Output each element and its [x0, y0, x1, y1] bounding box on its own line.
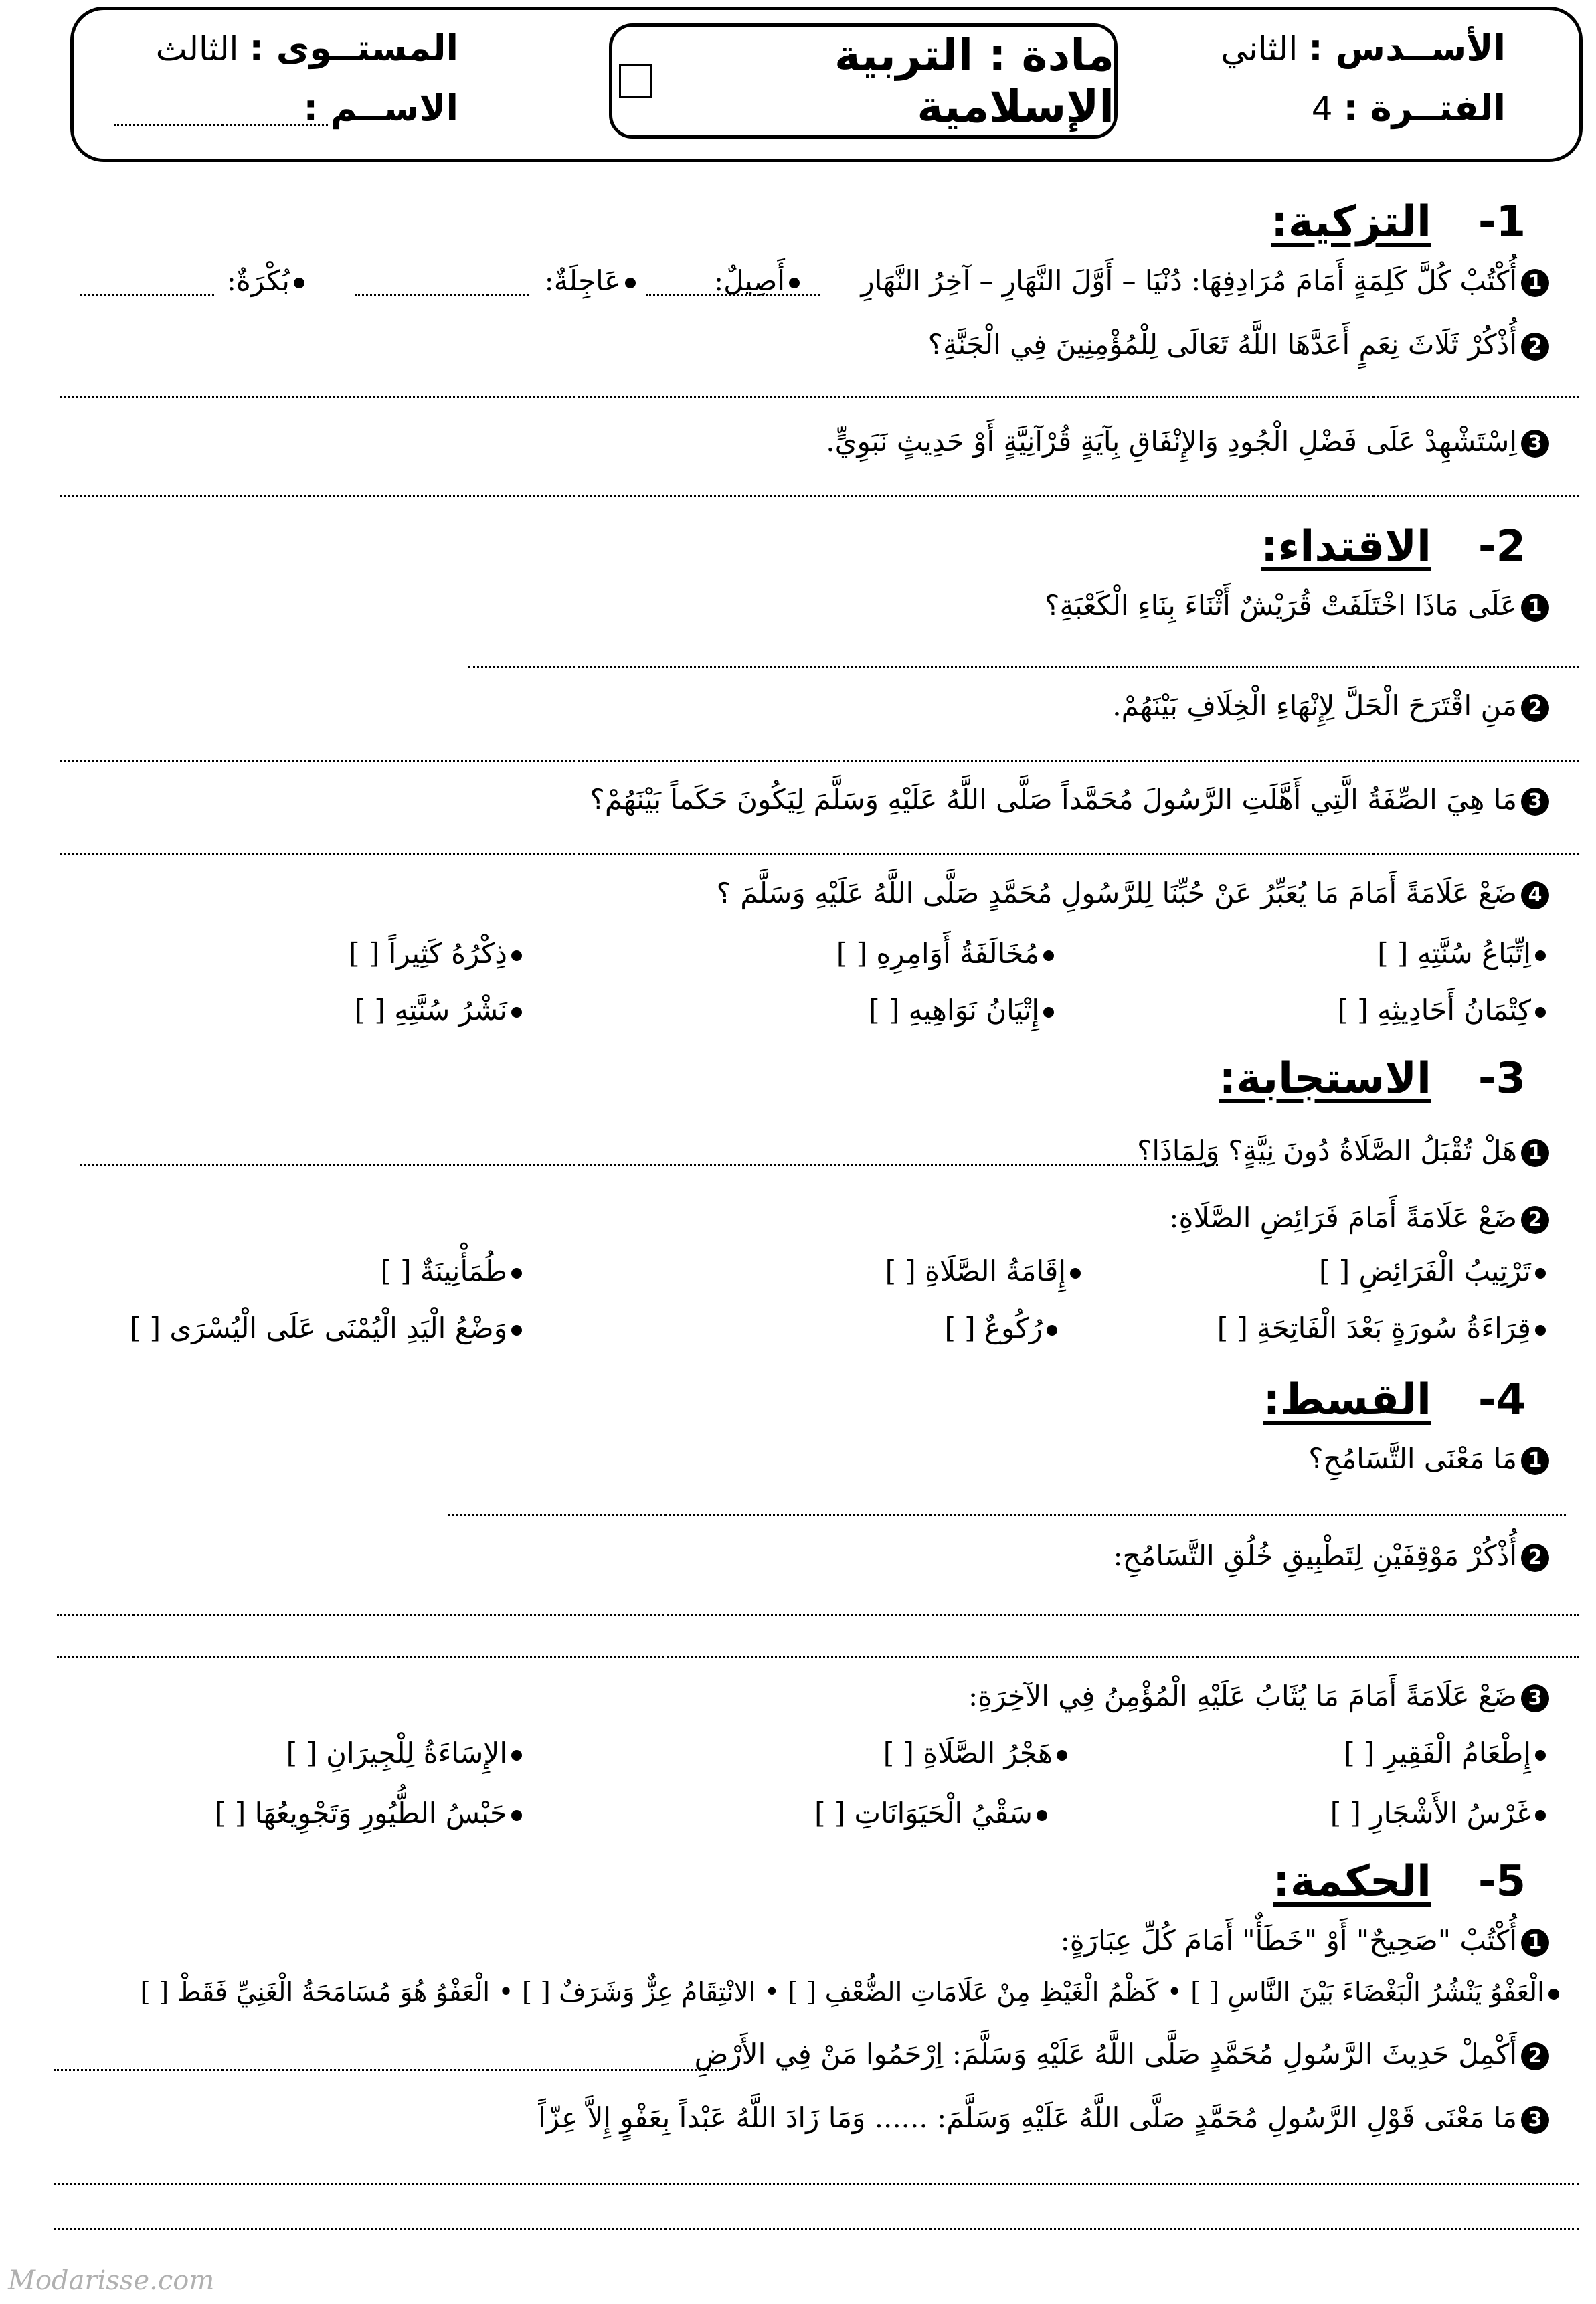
- question-text: مَا مَعْنَى قَوْلِ الرَّسُولِ مُحَمَّدٍ صَلَّى اللَّهُ عَلَيْهِ وَسَلَّمَ: ...... وَمَا زَادَ اللَّهُ عَبْداً بِعَفْوٍ إِلاَّ عِزّاً: [538, 2101, 1517, 2134]
- section-number: 1-: [1478, 197, 1526, 247]
- bullet-icon: [511, 950, 522, 961]
- s2-option[interactable]: [1338, 994, 1546, 1027]
- answer-line[interactable]: [80, 294, 214, 296]
- s1-item-3: [227, 264, 304, 297]
- option-label: هَجْرُ الصَّلَاةِ [ ]: [883, 1737, 1053, 1769]
- s2-option[interactable]: [836, 937, 1054, 970]
- s3-option[interactable]: [380, 1255, 522, 1288]
- period-label: الفتــرة :: [1343, 87, 1506, 129]
- option-label: سَقْيُ الْحَيَوَانَاتِ [ ]: [814, 1797, 1033, 1830]
- answer-line[interactable]: [646, 294, 820, 296]
- question-text: أُذْكُرْ ثَلَاثَ نِعَمٍ أَعَدَّهَا اللَّهُ تَعَالَى لِلْمُؤْمِنِينَ فِي الْجَنَّةِ؟: [927, 328, 1517, 361]
- answer-line[interactable]: [54, 2183, 1579, 2185]
- question-text: مَا مَعْنَى التَّسَامُحِ؟: [1308, 1442, 1517, 1475]
- option-label: إِطْعَامُ الْفَقِيرِ [ ]: [1344, 1737, 1531, 1769]
- circled-number: 3: [1521, 1684, 1549, 1712]
- s3-option[interactable]: [130, 1312, 522, 1344]
- bullet-icon: [294, 278, 304, 288]
- circled-number: 1: [1521, 269, 1549, 297]
- s4-question-2: [1114, 1539, 1549, 1572]
- section-title: الاقتداء:: [1261, 522, 1431, 571]
- period-row: [1312, 87, 1506, 129]
- circled-number: 3: [1521, 430, 1549, 458]
- question-text: مَا هِيَ الصِّفَةُ الَّتِي أَهَّلَتِ الرَّسُولَ مُحَمَّداً صَلَّى اللَّهُ عَلَيْهِ وَسَلَّمَ لِيَكُونَ حَكَماً بَيْنَهُمْ؟: [590, 783, 1517, 816]
- level-row: [1221, 27, 1506, 69]
- subject-box: [609, 23, 1118, 139]
- s2-question-4: [717, 877, 1549, 909]
- option-label: مُخَالَفَةُ أَوَامِرِهِ [ ]: [836, 937, 1039, 970]
- answer-line[interactable]: [80, 1164, 1218, 1166]
- bullet-icon: [511, 1268, 522, 1279]
- bullet-icon: [1043, 1007, 1054, 1018]
- section-3-heading: [1219, 1054, 1526, 1103]
- answer-line[interactable]: [57, 1656, 1579, 1658]
- answer-line[interactable]: [60, 853, 1579, 855]
- option-label: الإِسَاءَةُ لِلْجِيرَانِ [ ]: [286, 1737, 507, 1769]
- answer-line[interactable]: [60, 760, 1579, 762]
- answer-line[interactable]: [468, 666, 1579, 668]
- answer-line[interactable]: [60, 495, 1579, 497]
- section-number: 4-: [1478, 1375, 1526, 1425]
- s4-question-1: [1308, 1442, 1549, 1475]
- item-label: أَصِيلٌ:: [714, 264, 785, 297]
- bullet-icon: [1535, 1810, 1546, 1821]
- section-4-heading: [1263, 1375, 1526, 1425]
- s5-statements[interactable]: [140, 1977, 1559, 2008]
- option-label: قِرَاءَةُ سُورَةٍ بَعْدَ الْفَاتِحَةِ [ ]: [1217, 1312, 1531, 1344]
- s2-option[interactable]: [349, 937, 522, 970]
- question-text: أُذْكُرْ مَوْقِفَيْنِ لِتَطْبِيقِ خُلُقِ التَّسَامُحِ:: [1113, 1539, 1517, 1572]
- item-label: عَاجِلَةٌ:: [544, 264, 621, 297]
- s1-item-1: [714, 264, 800, 297]
- s2-question-2: [1112, 689, 1549, 722]
- s4-option[interactable]: [1330, 1797, 1546, 1830]
- s4-option[interactable]: [215, 1797, 522, 1830]
- level-label: الأســدس :: [1308, 27, 1506, 69]
- s2-question-3: [590, 783, 1549, 816]
- option-label: ذِكْرُهُ كَثِيراً [ ]: [349, 937, 507, 970]
- bullet-icon: [1548, 1989, 1559, 2000]
- s4-option[interactable]: [814, 1797, 1047, 1830]
- bullet-icon: [1057, 1750, 1067, 1761]
- s2-option[interactable]: [869, 994, 1054, 1027]
- circled-number: 2: [1521, 1206, 1549, 1234]
- bullet-icon: [511, 1750, 522, 1761]
- option-label: كِتْمَانُ أَحَادِيثِهِ [ ]: [1337, 994, 1531, 1027]
- question-text: أَكْمِلْ حَدِيثَ الرَّسُولِ مُحَمَّدٍ صَلَّى اللَّهُ عَلَيْهِ وَسَلَّمَ: اِرْحَمُوا مَنْ فِي الأَرْضِ: [694, 2038, 1517, 2070]
- circled-number: 2: [1521, 1544, 1549, 1572]
- bullet-icon: [511, 1325, 522, 1336]
- bullet-icon: [1047, 1325, 1057, 1336]
- circled-number: 1: [1521, 1929, 1549, 1957]
- option-label: غَرْسُ الأَشْجَارِ [ ]: [1330, 1797, 1531, 1830]
- option-label: وَضْعُ الْيَدِ الْيُمْنَى عَلَى الْيُسْرَى [ ]: [129, 1312, 507, 1344]
- section-title: الحكمة:: [1273, 1857, 1431, 1907]
- s4-option[interactable]: [883, 1737, 1067, 1769]
- section-number: 5-: [1478, 1857, 1526, 1907]
- s5-question-2: [695, 2038, 1549, 2070]
- s1-item-2: [545, 264, 636, 297]
- circled-number: 1: [1521, 1447, 1549, 1475]
- bullet-icon: [511, 1810, 522, 1821]
- circled-number: 3: [1521, 788, 1549, 816]
- answer-line[interactable]: [355, 294, 529, 296]
- bullet-icon: [1535, 1750, 1546, 1761]
- s4-question-3: [968, 1680, 1549, 1712]
- name-row: [304, 87, 458, 129]
- grade-row: [156, 27, 458, 69]
- level-value: الثاني: [1221, 29, 1298, 68]
- s3-option[interactable]: [885, 1255, 1081, 1288]
- grade-label: المستــوى :: [249, 27, 458, 69]
- question-text: ضَعْ عَلَامَةً أَمَامَ فَرَائِضِ الصَّلَاةِ:: [1169, 1201, 1517, 1234]
- section-1-heading: [1271, 197, 1526, 247]
- circled-number: 2: [1521, 2042, 1549, 2070]
- circled-number: 2: [1521, 694, 1549, 722]
- bullet-icon: [1037, 1810, 1047, 1821]
- s1-question-2: [928, 328, 1549, 361]
- s4-option[interactable]: [1344, 1737, 1546, 1769]
- bullet-icon: [789, 278, 800, 288]
- watermark: Modarisse.com: [8, 2265, 215, 2296]
- section-title: التزكية:: [1271, 197, 1431, 247]
- answer-line[interactable]: [54, 2069, 729, 2071]
- question-text: أُكْتُبْ كُلَّ كَلِمَةٍ أَمَامَ مُرَادِفِهَا: دُنْيَا – أَوَّلَ النَّهَارِ – آخِرُ النَّهَارِ: [861, 264, 1517, 297]
- section-5-heading: [1273, 1857, 1526, 1907]
- s3-option[interactable]: [1319, 1255, 1546, 1288]
- subject-title: مادة : التربية الإسلامية: [834, 29, 1114, 132]
- section-title: الاستجابة:: [1219, 1054, 1431, 1103]
- bullet-icon: [1043, 950, 1054, 961]
- bullet-icon: [1535, 1268, 1546, 1279]
- bullet-icon: [1535, 1007, 1546, 1018]
- answer-line[interactable]: [54, 2228, 1579, 2230]
- subject-checkbox-icon: [619, 64, 652, 98]
- circled-number: 1: [1521, 594, 1549, 622]
- circled-number: 4: [1521, 881, 1549, 909]
- statement-line: الْعَفْوُ يَنْشُرُ الْبَغْضَاءَ بَيْنَ النَّاسِ [ ] • كَظْمُ الْغَيْظِ مِنْ عَلَامَاتِ الضُّعْفِ [ ] • الانْتِقَامُ عِزٌّ وَشَرَفٌ [ ] • الْعَفْوُ هُوَ مُسَامَحَةُ الْغَنِيِّ فَقَطْ [ ]: [140, 1977, 1544, 2008]
- item-label: بُكْرَةٌ:: [226, 264, 290, 297]
- question-text: ضَعْ عَلَامَةً أَمَامَ مَا يُثَابُ عَلَيْهِ الْمُؤْمِنُ فِي الآخِرَةِ:: [968, 1680, 1517, 1712]
- section-title: القسط:: [1263, 1375, 1431, 1425]
- section-number: 2-: [1478, 522, 1526, 571]
- period-value: 4: [1311, 90, 1333, 128]
- s3-option[interactable]: [944, 1312, 1057, 1344]
- grade-value: الثالث: [155, 29, 239, 68]
- option-label: إِقَامَةُ الصَّلَاةِ [ ]: [885, 1255, 1066, 1288]
- circled-number: 1: [1521, 1139, 1549, 1167]
- circled-number: 2: [1521, 333, 1549, 361]
- option-label: إِتْيَانُ نَوَاهِيهِ [ ]: [869, 994, 1039, 1027]
- bullet-icon: [1535, 1325, 1546, 1336]
- option-label: تَرْتِيبُ الْفَرَائِضِ [ ]: [1319, 1255, 1531, 1288]
- section-2-heading: [1261, 522, 1526, 571]
- s2-option[interactable]: [355, 994, 522, 1027]
- s1-question-3: [826, 425, 1549, 458]
- bullet-icon: [511, 1007, 522, 1018]
- bullet-icon: [1535, 950, 1546, 961]
- question-text: عَلَى مَاذَا اخْتَلَفَتْ قُرَيْشٌ أَثْنَاءَ بِنَاءِ الْكَعْبَةِ؟: [1045, 589, 1517, 622]
- option-label: نَشْرُ سُنَّتِهِ [ ]: [354, 994, 507, 1027]
- s3-question-2: [1169, 1201, 1549, 1234]
- s5-question-3: [538, 2101, 1549, 2134]
- question-text: هَلْ تُقْبَلُ الصَّلَاةُ دُونَ نِيَّةٍ؟ وَلِمَاذَا؟: [1137, 1134, 1517, 1167]
- option-label: اِتِّبَاعُ سُنَّتِهِ [ ]: [1377, 937, 1531, 970]
- question-text: ضَعْ عَلَامَةً أَمَامَ مَا يُعَبِّرُ عَنْ حُبِّنَا لِلرَّسُولِ مُحَمَّدٍ صَلَّى اللَّهُ عَلَيْهِ وَسَلَّمَ ؟: [716, 877, 1517, 909]
- s1-question-1: [861, 264, 1549, 297]
- s3-option[interactable]: [1217, 1312, 1546, 1344]
- answer-line[interactable]: [60, 396, 1579, 398]
- s4-option[interactable]: [286, 1737, 522, 1769]
- circled-number: 3: [1521, 2106, 1549, 2134]
- bullet-icon: [625, 278, 636, 288]
- s2-question-1: [1045, 589, 1549, 622]
- bullet-icon: [1070, 1268, 1081, 1279]
- section-number: 3-: [1478, 1054, 1526, 1103]
- s3-question-1: [1137, 1134, 1549, 1167]
- option-label: طُمَأْنِينَةٌ [ ]: [380, 1255, 507, 1288]
- question-text: اِسْتَشْهِدْ عَلَى فَضْلِ الْجُودِ وَالإِنْفَاقِ بِآيَةٍ قُرْآنِيَّةٍ أَوْ حَدِيثٍ نَبَوِيٍّ.: [826, 425, 1517, 458]
- name-field[interactable]: [114, 124, 328, 126]
- question-text: مَنِ اقْتَرَحَ الْحَلَّ لِإِنْهَاءِ الْخِلَافِ بَيْنَهُمْ.: [1112, 689, 1517, 722]
- option-label: حَبْسُ الطُّيُورِ وَتَجْوِيعُهَا [ ]: [215, 1797, 507, 1830]
- answer-line[interactable]: [448, 1514, 1566, 1516]
- s5-question-1: [1061, 1924, 1549, 1957]
- question-text: أُكْتُبْ "صَحِيحٌ" أَوْ "خَطَأٌ" أَمَامَ كُلِّ عِبَارَةٍ:: [1060, 1924, 1517, 1957]
- name-label: الاســم :: [303, 87, 458, 129]
- option-label: رُكُوعٌ [ ]: [944, 1312, 1043, 1344]
- s2-option[interactable]: [1377, 937, 1546, 970]
- answer-line[interactable]: [57, 1614, 1579, 1616]
